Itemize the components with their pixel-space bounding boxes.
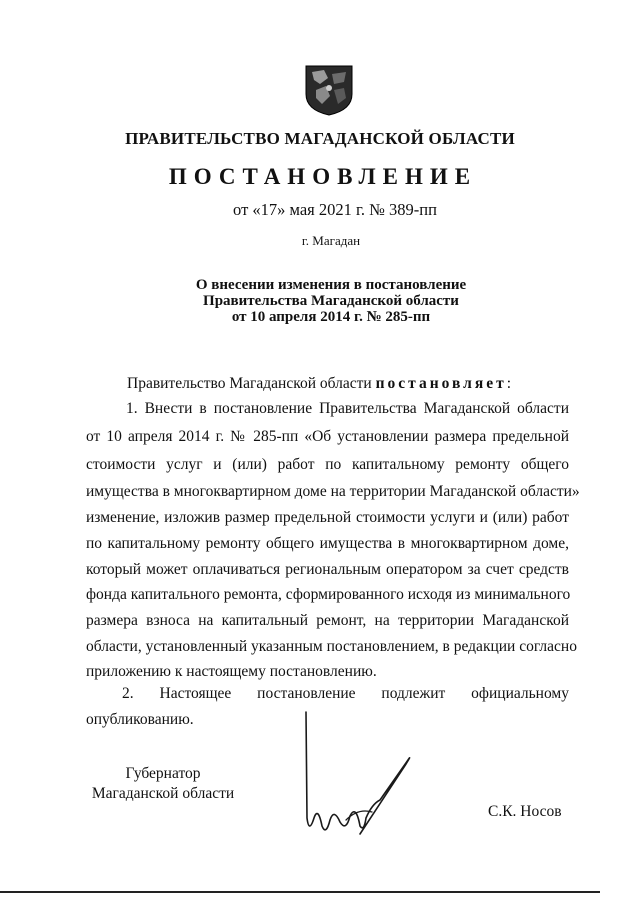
signatory-title-line: Магаданской области	[91, 785, 235, 802]
decree-colon: :	[506, 375, 512, 392]
paragraph-line: по капитальному ремонту общего имущества в многоквартирном доме,	[86, 535, 569, 552]
signatory-title-line: Губернатор	[125, 765, 201, 782]
paragraph-line: который может оплачиваться региональным оператором за счет средств	[86, 561, 569, 578]
paragraph-line: размера взноса на капитальный ремонт, на территории Магаданской	[86, 612, 569, 629]
signatory-name: С.К. Носов	[488, 803, 562, 820]
paragraph-line: 1. Внести в постановление Правительства Магаданской области	[126, 400, 569, 417]
paragraph-line: 2. Настоящее постановление подлежит официальному	[122, 685, 569, 702]
signatory-title	[88, 764, 238, 804]
paragraph-line: приложению к настоящему постановлению.	[86, 663, 377, 680]
handwritten-signature	[300, 708, 440, 838]
paragraph-line: опубликованию.	[86, 711, 194, 728]
organization-name: ПРАВИТЕЛЬСТВО МАГАДАНСКОЙ ОБЛАСТИ	[125, 129, 515, 148]
subject-line: Правительства Магаданской области	[203, 293, 459, 309]
coat-of-arms-emblem	[304, 64, 354, 116]
decree-statement	[127, 375, 511, 393]
document-type: ПОСТАНОВЛЕНИЕ	[168, 164, 478, 189]
paragraph-line: имущества в многоквартирном доме на территории Магаданской области»	[86, 483, 580, 500]
paragraph-line: стоимости услуг и (или) работ по капитальному ремонту общего	[86, 456, 569, 473]
document-subject	[0, 277, 640, 325]
decree-lead: Правительство Магаданской области	[127, 375, 372, 392]
paragraph-line: области, установленный указанным постановлением, в редакции согласно	[86, 638, 577, 655]
decree-verb: постановляет	[375, 375, 507, 392]
subject-line: от 10 апреля 2014 г. № 285-пп	[231, 309, 431, 325]
document-number-date: от «17» мая 2021 г. № 389-пп	[233, 200, 437, 219]
subject-line: О внесении изменения в постановление	[195, 277, 467, 293]
paragraph-line: от 10 апреля 2014 г. № 285-пп «Об установлении размера предельной	[86, 428, 569, 445]
city: г. Магадан	[301, 233, 361, 248]
bottom-divider	[0, 891, 600, 893]
paragraph-line: изменение, изложив размер предельной стоимости услуги и (или) работ	[86, 509, 569, 526]
paragraph-line: фонда капитального ремонта, сформированного исходя из минимального	[86, 586, 571, 603]
